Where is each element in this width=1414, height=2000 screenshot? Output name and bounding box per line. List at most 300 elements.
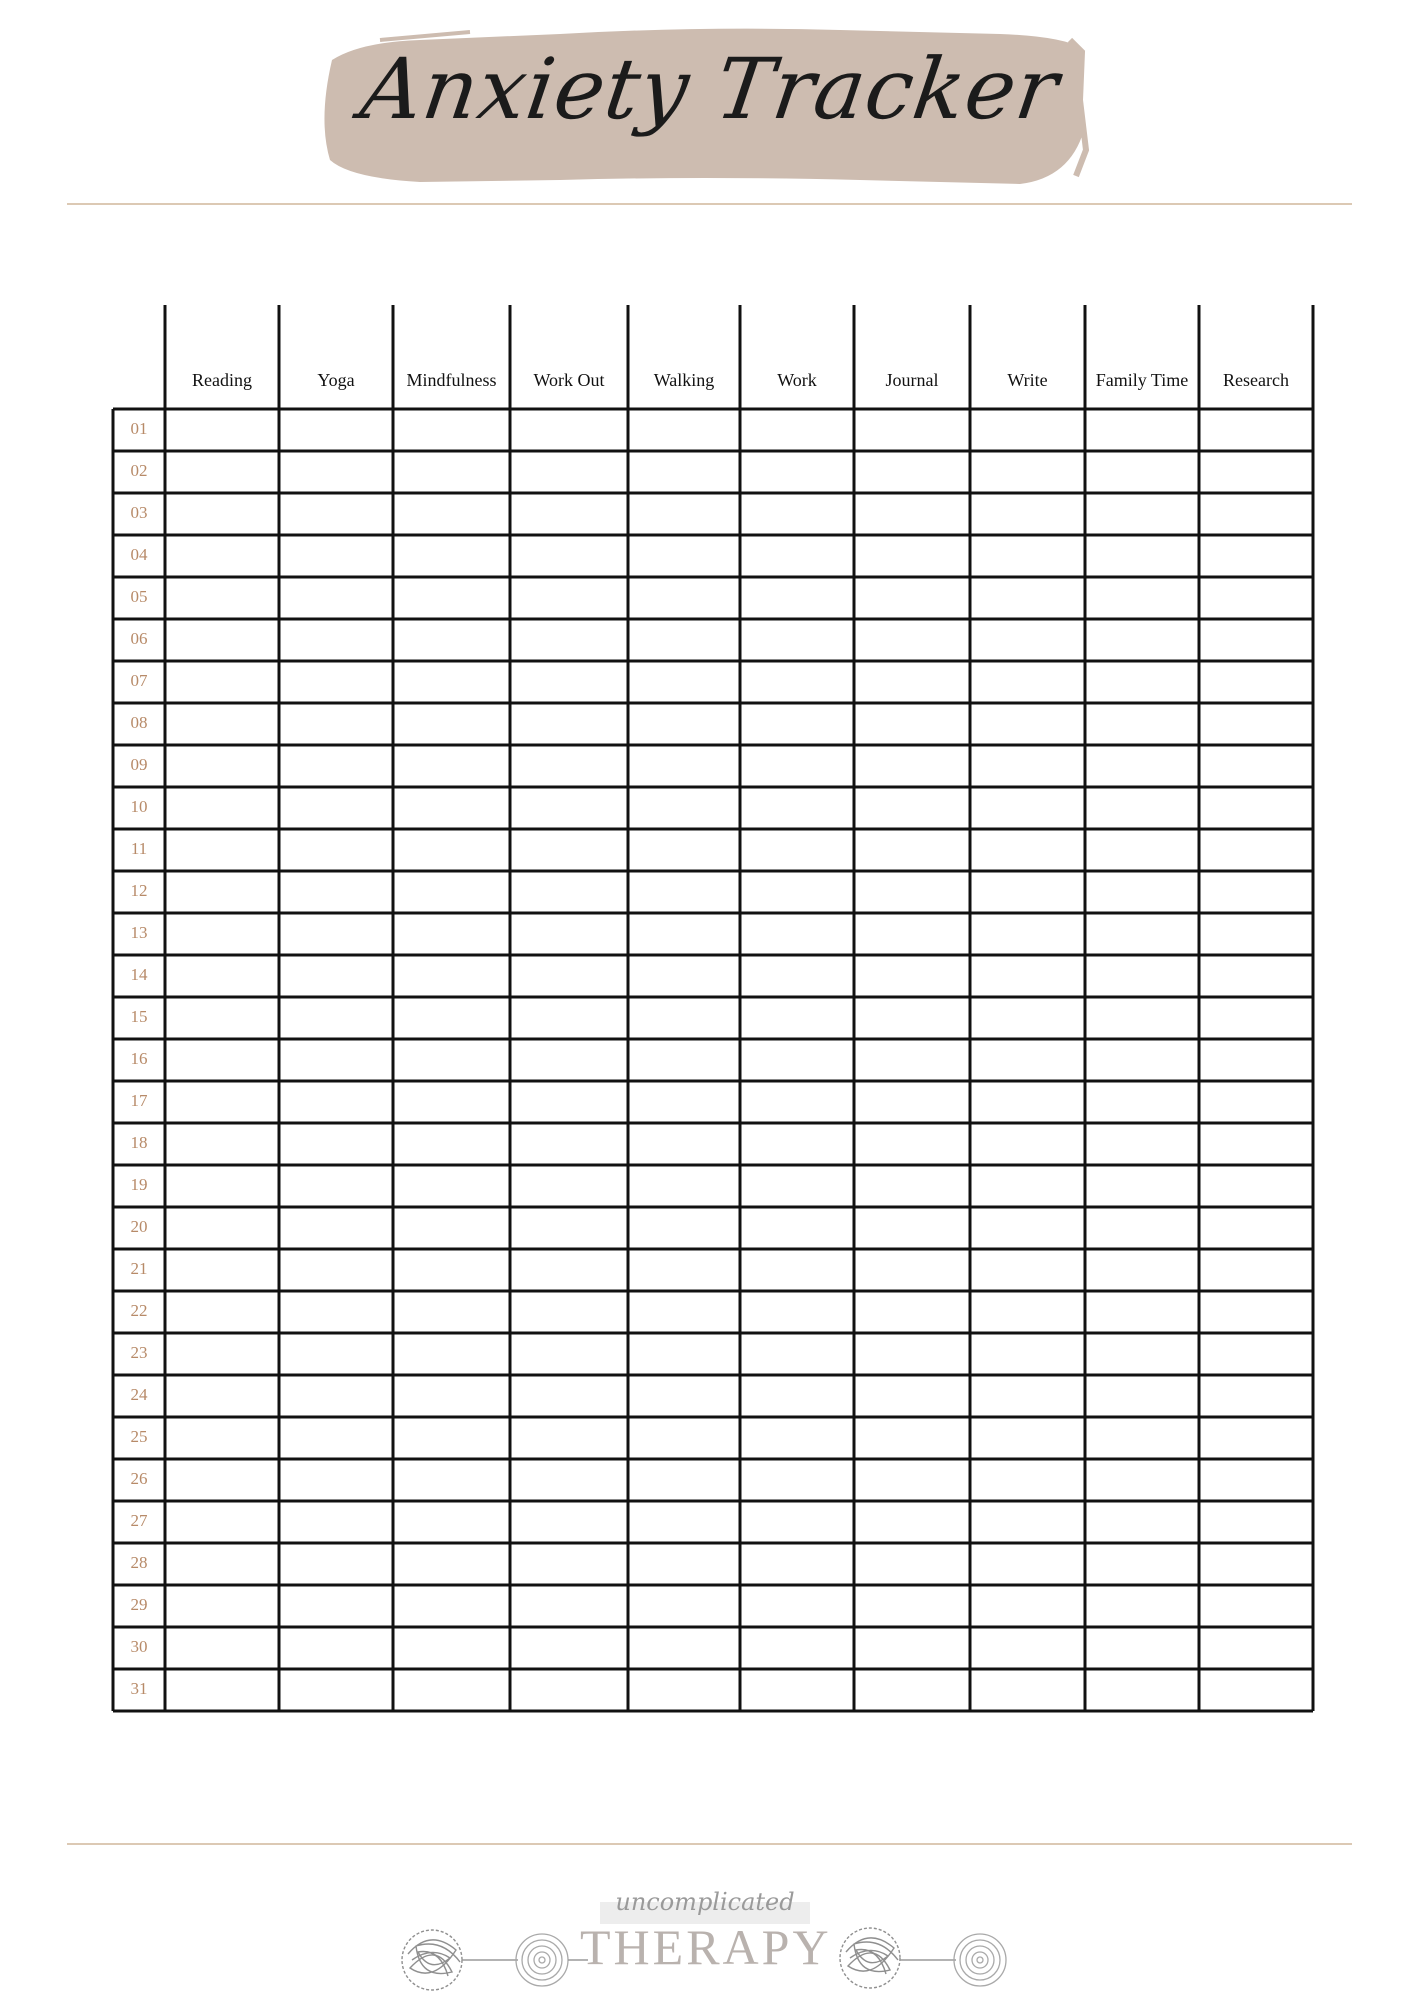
tracker-cell[interactable] bbox=[972, 1503, 1083, 1541]
tracker-cell[interactable] bbox=[1087, 1209, 1197, 1247]
tracker-cell[interactable] bbox=[281, 621, 391, 659]
tracker-cell[interactable] bbox=[167, 747, 277, 785]
tracker-cell[interactable] bbox=[856, 1251, 968, 1289]
tracker-cell[interactable] bbox=[512, 579, 626, 617]
tracker-cell[interactable] bbox=[630, 747, 738, 785]
tracker-cell[interactable] bbox=[281, 1251, 391, 1289]
tracker-cell[interactable] bbox=[630, 1125, 738, 1163]
tracker-cell[interactable] bbox=[395, 1503, 508, 1541]
tracker-cell[interactable] bbox=[972, 999, 1083, 1037]
tracker-cell[interactable] bbox=[1087, 537, 1197, 575]
tracker-cell[interactable] bbox=[630, 957, 738, 995]
tracker-cell[interactable] bbox=[1087, 705, 1197, 743]
tracker-cell[interactable] bbox=[742, 1251, 852, 1289]
tracker-cell[interactable] bbox=[167, 1125, 277, 1163]
tracker-cell[interactable] bbox=[630, 1041, 738, 1079]
tracker-cell[interactable] bbox=[630, 1251, 738, 1289]
tracker-cell[interactable] bbox=[742, 999, 852, 1037]
tracker-cell[interactable] bbox=[281, 1629, 391, 1667]
tracker-cell[interactable] bbox=[972, 453, 1083, 491]
tracker-cell[interactable] bbox=[630, 1461, 738, 1499]
tracker-cell[interactable] bbox=[630, 1083, 738, 1121]
tracker-cell[interactable] bbox=[281, 1503, 391, 1541]
tracker-cell[interactable] bbox=[512, 453, 626, 491]
tracker-cell[interactable] bbox=[1201, 663, 1311, 701]
tracker-cell[interactable] bbox=[856, 663, 968, 701]
tracker-cell[interactable] bbox=[167, 1041, 277, 1079]
tracker-cell[interactable] bbox=[395, 1041, 508, 1079]
tracker-cell[interactable] bbox=[167, 1545, 277, 1583]
tracker-cell[interactable] bbox=[742, 579, 852, 617]
tracker-cell[interactable] bbox=[512, 1419, 626, 1457]
tracker-cell[interactable] bbox=[856, 705, 968, 743]
tracker-cell[interactable] bbox=[856, 831, 968, 869]
tracker-cell[interactable] bbox=[1087, 1629, 1197, 1667]
tracker-cell[interactable] bbox=[1201, 1461, 1311, 1499]
tracker-cell[interactable] bbox=[167, 957, 277, 995]
tracker-cell[interactable] bbox=[281, 957, 391, 995]
tracker-cell[interactable] bbox=[630, 999, 738, 1037]
tracker-cell[interactable] bbox=[856, 1461, 968, 1499]
tracker-cell[interactable] bbox=[742, 495, 852, 533]
tracker-cell[interactable] bbox=[742, 873, 852, 911]
tracker-cell[interactable] bbox=[395, 1419, 508, 1457]
tracker-cell[interactable] bbox=[856, 915, 968, 953]
tracker-cell[interactable] bbox=[395, 1461, 508, 1499]
tracker-cell[interactable] bbox=[1087, 1671, 1197, 1709]
tracker-cell[interactable] bbox=[972, 537, 1083, 575]
tracker-cell[interactable] bbox=[512, 537, 626, 575]
tracker-cell[interactable] bbox=[512, 999, 626, 1037]
tracker-cell[interactable] bbox=[1201, 1503, 1311, 1541]
tracker-cell[interactable] bbox=[395, 1251, 508, 1289]
tracker-cell[interactable] bbox=[1201, 495, 1311, 533]
tracker-cell[interactable] bbox=[1087, 1419, 1197, 1457]
tracker-cell[interactable] bbox=[1087, 1503, 1197, 1541]
tracker-cell[interactable] bbox=[395, 453, 508, 491]
tracker-cell[interactable] bbox=[395, 873, 508, 911]
tracker-cell[interactable] bbox=[742, 747, 852, 785]
tracker-cell[interactable] bbox=[1201, 1377, 1311, 1415]
tracker-cell[interactable] bbox=[972, 1377, 1083, 1415]
tracker-cell[interactable] bbox=[972, 957, 1083, 995]
tracker-cell[interactable] bbox=[1201, 1041, 1311, 1079]
tracker-cell[interactable] bbox=[512, 411, 626, 449]
tracker-cell[interactable] bbox=[630, 1377, 738, 1415]
tracker-cell[interactable] bbox=[856, 1671, 968, 1709]
tracker-cell[interactable] bbox=[1087, 915, 1197, 953]
tracker-cell[interactable] bbox=[167, 1209, 277, 1247]
tracker-cell[interactable] bbox=[512, 1209, 626, 1247]
tracker-cell[interactable] bbox=[167, 705, 277, 743]
tracker-cell[interactable] bbox=[1087, 1083, 1197, 1121]
tracker-cell[interactable] bbox=[512, 1629, 626, 1667]
tracker-cell[interactable] bbox=[1201, 1419, 1311, 1457]
tracker-cell[interactable] bbox=[972, 789, 1083, 827]
tracker-cell[interactable] bbox=[512, 1377, 626, 1415]
tracker-cell[interactable] bbox=[856, 537, 968, 575]
tracker-cell[interactable] bbox=[395, 1209, 508, 1247]
tracker-cell[interactable] bbox=[742, 1209, 852, 1247]
tracker-cell[interactable] bbox=[512, 747, 626, 785]
tracker-cell[interactable] bbox=[972, 1335, 1083, 1373]
tracker-cell[interactable] bbox=[1201, 1209, 1311, 1247]
tracker-cell[interactable] bbox=[167, 999, 277, 1037]
tracker-cell[interactable] bbox=[512, 1251, 626, 1289]
tracker-cell[interactable] bbox=[856, 1167, 968, 1205]
tracker-cell[interactable] bbox=[512, 1293, 626, 1331]
tracker-cell[interactable] bbox=[630, 705, 738, 743]
tracker-cell[interactable] bbox=[1087, 621, 1197, 659]
tracker-cell[interactable] bbox=[1201, 873, 1311, 911]
tracker-cell[interactable] bbox=[167, 411, 277, 449]
tracker-cell[interactable] bbox=[1201, 537, 1311, 575]
tracker-cell[interactable] bbox=[395, 1125, 508, 1163]
tracker-cell[interactable] bbox=[972, 1167, 1083, 1205]
tracker-cell[interactable] bbox=[395, 1335, 508, 1373]
tracker-cell[interactable] bbox=[856, 1083, 968, 1121]
tracker-cell[interactable] bbox=[1201, 1587, 1311, 1625]
tracker-cell[interactable] bbox=[281, 1041, 391, 1079]
tracker-cell[interactable] bbox=[281, 579, 391, 617]
tracker-cell[interactable] bbox=[167, 621, 277, 659]
tracker-cell[interactable] bbox=[972, 705, 1083, 743]
tracker-cell[interactable] bbox=[742, 411, 852, 449]
tracker-cell[interactable] bbox=[281, 1083, 391, 1121]
tracker-cell[interactable] bbox=[395, 789, 508, 827]
tracker-cell[interactable] bbox=[742, 1125, 852, 1163]
tracker-cell[interactable] bbox=[856, 1293, 968, 1331]
tracker-cell[interactable] bbox=[512, 705, 626, 743]
tracker-cell[interactable] bbox=[512, 957, 626, 995]
tracker-cell[interactable] bbox=[972, 747, 1083, 785]
tracker-cell[interactable] bbox=[972, 1419, 1083, 1457]
tracker-cell[interactable] bbox=[1087, 1041, 1197, 1079]
tracker-cell[interactable] bbox=[1087, 1461, 1197, 1499]
tracker-cell[interactable] bbox=[630, 1209, 738, 1247]
tracker-cell[interactable] bbox=[972, 1041, 1083, 1079]
tracker-cell[interactable] bbox=[395, 999, 508, 1037]
tracker-cell[interactable] bbox=[1087, 999, 1197, 1037]
tracker-cell[interactable] bbox=[281, 747, 391, 785]
tracker-cell[interactable] bbox=[1201, 1545, 1311, 1583]
tracker-cell[interactable] bbox=[856, 873, 968, 911]
tracker-cell[interactable] bbox=[395, 663, 508, 701]
tracker-cell[interactable] bbox=[972, 1629, 1083, 1667]
tracker-cell[interactable] bbox=[1087, 663, 1197, 701]
tracker-cell[interactable] bbox=[281, 873, 391, 911]
tracker-cell[interactable] bbox=[856, 411, 968, 449]
tracker-cell[interactable] bbox=[856, 999, 968, 1037]
tracker-cell[interactable] bbox=[395, 1377, 508, 1415]
tracker-cell[interactable] bbox=[167, 1629, 277, 1667]
tracker-cell[interactable] bbox=[395, 915, 508, 953]
tracker-cell[interactable] bbox=[1201, 957, 1311, 995]
tracker-cell[interactable] bbox=[395, 621, 508, 659]
tracker-cell[interactable] bbox=[742, 663, 852, 701]
tracker-cell[interactable] bbox=[512, 789, 626, 827]
tracker-cell[interactable] bbox=[395, 1671, 508, 1709]
tracker-cell[interactable] bbox=[856, 1503, 968, 1541]
tracker-cell[interactable] bbox=[1201, 1251, 1311, 1289]
tracker-cell[interactable] bbox=[512, 1587, 626, 1625]
tracker-cell[interactable] bbox=[395, 705, 508, 743]
tracker-cell[interactable] bbox=[972, 621, 1083, 659]
tracker-cell[interactable] bbox=[281, 1335, 391, 1373]
tracker-cell[interactable] bbox=[972, 411, 1083, 449]
tracker-cell[interactable] bbox=[167, 453, 277, 491]
tracker-cell[interactable] bbox=[630, 915, 738, 953]
tracker-cell[interactable] bbox=[742, 1671, 852, 1709]
tracker-cell[interactable] bbox=[972, 1671, 1083, 1709]
tracker-cell[interactable] bbox=[1201, 621, 1311, 659]
tracker-cell[interactable] bbox=[742, 789, 852, 827]
tracker-cell[interactable] bbox=[742, 621, 852, 659]
tracker-cell[interactable] bbox=[281, 1587, 391, 1625]
tracker-cell[interactable] bbox=[742, 1293, 852, 1331]
tracker-cell[interactable] bbox=[972, 1293, 1083, 1331]
tracker-cell[interactable] bbox=[281, 1545, 391, 1583]
tracker-cell[interactable] bbox=[167, 873, 277, 911]
tracker-cell[interactable] bbox=[742, 957, 852, 995]
tracker-cell[interactable] bbox=[742, 705, 852, 743]
tracker-cell[interactable] bbox=[1087, 495, 1197, 533]
tracker-cell[interactable] bbox=[742, 1461, 852, 1499]
tracker-cell[interactable] bbox=[395, 1629, 508, 1667]
tracker-cell[interactable] bbox=[281, 789, 391, 827]
tracker-cell[interactable] bbox=[167, 915, 277, 953]
tracker-cell[interactable] bbox=[1201, 453, 1311, 491]
tracker-cell[interactable] bbox=[167, 1377, 277, 1415]
tracker-cell[interactable] bbox=[1087, 873, 1197, 911]
tracker-cell[interactable] bbox=[742, 1419, 852, 1457]
tracker-cell[interactable] bbox=[856, 621, 968, 659]
tracker-cell[interactable] bbox=[1087, 1251, 1197, 1289]
tracker-cell[interactable] bbox=[856, 1545, 968, 1583]
tracker-cell[interactable] bbox=[167, 831, 277, 869]
tracker-cell[interactable] bbox=[1087, 1377, 1197, 1415]
tracker-cell[interactable] bbox=[1201, 831, 1311, 869]
tracker-cell[interactable] bbox=[167, 1251, 277, 1289]
tracker-cell[interactable] bbox=[630, 873, 738, 911]
tracker-cell[interactable] bbox=[1201, 705, 1311, 743]
tracker-cell[interactable] bbox=[630, 1335, 738, 1373]
tracker-cell[interactable] bbox=[281, 1419, 391, 1457]
tracker-cell[interactable] bbox=[281, 1167, 391, 1205]
tracker-cell[interactable] bbox=[167, 1083, 277, 1121]
tracker-cell[interactable] bbox=[395, 495, 508, 533]
tracker-cell[interactable] bbox=[630, 1167, 738, 1205]
tracker-cell[interactable] bbox=[630, 495, 738, 533]
tracker-cell[interactable] bbox=[1201, 1335, 1311, 1373]
tracker-cell[interactable] bbox=[167, 1293, 277, 1331]
tracker-cell[interactable] bbox=[856, 1377, 968, 1415]
tracker-cell[interactable] bbox=[395, 957, 508, 995]
tracker-cell[interactable] bbox=[630, 579, 738, 617]
tracker-cell[interactable] bbox=[1201, 1629, 1311, 1667]
tracker-cell[interactable] bbox=[395, 747, 508, 785]
tracker-cell[interactable] bbox=[512, 1671, 626, 1709]
tracker-cell[interactable] bbox=[856, 1125, 968, 1163]
tracker-cell[interactable] bbox=[167, 537, 277, 575]
tracker-cell[interactable] bbox=[742, 1503, 852, 1541]
tracker-cell[interactable] bbox=[1087, 453, 1197, 491]
tracker-cell[interactable] bbox=[395, 1293, 508, 1331]
tracker-cell[interactable] bbox=[630, 1503, 738, 1541]
tracker-cell[interactable] bbox=[1201, 411, 1311, 449]
tracker-cell[interactable] bbox=[167, 579, 277, 617]
tracker-cell[interactable] bbox=[856, 747, 968, 785]
tracker-cell[interactable] bbox=[395, 537, 508, 575]
tracker-cell[interactable] bbox=[512, 621, 626, 659]
tracker-cell[interactable] bbox=[512, 1083, 626, 1121]
tracker-cell[interactable] bbox=[630, 1545, 738, 1583]
tracker-cell[interactable] bbox=[395, 1545, 508, 1583]
tracker-cell[interactable] bbox=[856, 495, 968, 533]
tracker-cell[interactable] bbox=[1201, 1125, 1311, 1163]
tracker-cell[interactable] bbox=[856, 1629, 968, 1667]
tracker-cell[interactable] bbox=[281, 411, 391, 449]
tracker-cell[interactable] bbox=[972, 495, 1083, 533]
tracker-cell[interactable] bbox=[1201, 1167, 1311, 1205]
tracker-cell[interactable] bbox=[972, 1461, 1083, 1499]
tracker-cell[interactable] bbox=[1087, 1335, 1197, 1373]
tracker-cell[interactable] bbox=[742, 1083, 852, 1121]
tracker-cell[interactable] bbox=[742, 1167, 852, 1205]
tracker-cell[interactable] bbox=[972, 579, 1083, 617]
tracker-cell[interactable] bbox=[167, 663, 277, 701]
tracker-cell[interactable] bbox=[972, 1251, 1083, 1289]
tracker-cell[interactable] bbox=[1087, 957, 1197, 995]
tracker-cell[interactable] bbox=[167, 1419, 277, 1457]
tracker-cell[interactable] bbox=[856, 453, 968, 491]
tracker-cell[interactable] bbox=[1087, 789, 1197, 827]
tracker-cell[interactable] bbox=[281, 1377, 391, 1415]
tracker-cell[interactable] bbox=[167, 1335, 277, 1373]
tracker-cell[interactable] bbox=[630, 621, 738, 659]
tracker-cell[interactable] bbox=[856, 1419, 968, 1457]
tracker-cell[interactable] bbox=[512, 1167, 626, 1205]
tracker-cell[interactable] bbox=[1087, 411, 1197, 449]
tracker-cell[interactable] bbox=[856, 1587, 968, 1625]
tracker-cell[interactable] bbox=[1201, 747, 1311, 785]
tracker-cell[interactable] bbox=[1201, 915, 1311, 953]
tracker-cell[interactable] bbox=[630, 453, 738, 491]
tracker-cell[interactable] bbox=[167, 1461, 277, 1499]
tracker-cell[interactable] bbox=[1201, 1083, 1311, 1121]
tracker-cell[interactable] bbox=[856, 1335, 968, 1373]
tracker-cell[interactable] bbox=[742, 1629, 852, 1667]
tracker-cell[interactable] bbox=[742, 453, 852, 491]
tracker-cell[interactable] bbox=[972, 1587, 1083, 1625]
tracker-cell[interactable] bbox=[281, 1671, 391, 1709]
tracker-cell[interactable] bbox=[972, 1209, 1083, 1247]
tracker-cell[interactable] bbox=[856, 579, 968, 617]
tracker-cell[interactable] bbox=[512, 1461, 626, 1499]
tracker-cell[interactable] bbox=[856, 1209, 968, 1247]
tracker-cell[interactable] bbox=[1087, 1125, 1197, 1163]
tracker-cell[interactable] bbox=[630, 1293, 738, 1331]
tracker-cell[interactable] bbox=[512, 1545, 626, 1583]
tracker-cell[interactable] bbox=[1087, 1545, 1197, 1583]
tracker-cell[interactable] bbox=[281, 1461, 391, 1499]
tracker-cell[interactable] bbox=[512, 873, 626, 911]
tracker-cell[interactable] bbox=[512, 495, 626, 533]
tracker-cell[interactable] bbox=[281, 705, 391, 743]
tracker-cell[interactable] bbox=[281, 1293, 391, 1331]
tracker-cell[interactable] bbox=[281, 1209, 391, 1247]
tracker-cell[interactable] bbox=[972, 915, 1083, 953]
tracker-cell[interactable] bbox=[972, 1545, 1083, 1583]
tracker-cell[interactable] bbox=[1087, 831, 1197, 869]
tracker-cell[interactable] bbox=[630, 789, 738, 827]
tracker-cell[interactable] bbox=[395, 1083, 508, 1121]
tracker-cell[interactable] bbox=[512, 663, 626, 701]
tracker-cell[interactable] bbox=[742, 537, 852, 575]
tracker-cell[interactable] bbox=[972, 1083, 1083, 1121]
tracker-cell[interactable] bbox=[395, 579, 508, 617]
tracker-cell[interactable] bbox=[972, 663, 1083, 701]
tracker-cell[interactable] bbox=[1087, 1293, 1197, 1331]
tracker-cell[interactable] bbox=[1201, 999, 1311, 1037]
tracker-cell[interactable] bbox=[512, 1041, 626, 1079]
tracker-cell[interactable] bbox=[742, 1335, 852, 1373]
tracker-cell[interactable] bbox=[281, 663, 391, 701]
tracker-cell[interactable] bbox=[281, 1125, 391, 1163]
tracker-cell[interactable] bbox=[742, 1587, 852, 1625]
tracker-cell[interactable] bbox=[630, 537, 738, 575]
tracker-cell[interactable] bbox=[395, 411, 508, 449]
tracker-cell[interactable] bbox=[395, 831, 508, 869]
tracker-cell[interactable] bbox=[167, 789, 277, 827]
tracker-cell[interactable] bbox=[281, 537, 391, 575]
tracker-cell[interactable] bbox=[856, 1041, 968, 1079]
tracker-cell[interactable] bbox=[630, 831, 738, 869]
tracker-cell[interactable] bbox=[1087, 747, 1197, 785]
tracker-cell[interactable] bbox=[742, 1041, 852, 1079]
tracker-cell[interactable] bbox=[281, 999, 391, 1037]
tracker-cell[interactable] bbox=[167, 1587, 277, 1625]
tracker-cell[interactable] bbox=[1201, 1671, 1311, 1709]
tracker-cell[interactable] bbox=[167, 495, 277, 533]
tracker-cell[interactable] bbox=[856, 957, 968, 995]
tracker-cell[interactable] bbox=[512, 1503, 626, 1541]
tracker-cell[interactable] bbox=[395, 1167, 508, 1205]
tracker-cell[interactable] bbox=[167, 1167, 277, 1205]
tracker-cell[interactable] bbox=[1087, 1167, 1197, 1205]
tracker-cell[interactable] bbox=[630, 1671, 738, 1709]
tracker-cell[interactable] bbox=[512, 1335, 626, 1373]
tracker-cell[interactable] bbox=[630, 1629, 738, 1667]
tracker-cell[interactable] bbox=[1201, 789, 1311, 827]
tracker-cell[interactable] bbox=[630, 411, 738, 449]
tracker-cell[interactable] bbox=[512, 831, 626, 869]
tracker-cell[interactable] bbox=[742, 831, 852, 869]
tracker-cell[interactable] bbox=[630, 1587, 738, 1625]
tracker-cell[interactable] bbox=[281, 495, 391, 533]
tracker-cell[interactable] bbox=[1201, 579, 1311, 617]
tracker-cell[interactable] bbox=[281, 453, 391, 491]
tracker-cell[interactable] bbox=[395, 1587, 508, 1625]
tracker-cell[interactable] bbox=[972, 1125, 1083, 1163]
tracker-cell[interactable] bbox=[167, 1503, 277, 1541]
tracker-cell[interactable] bbox=[742, 1377, 852, 1415]
tracker-cell[interactable] bbox=[630, 663, 738, 701]
tracker-cell[interactable] bbox=[512, 1125, 626, 1163]
tracker-cell[interactable] bbox=[1087, 1587, 1197, 1625]
tracker-cell[interactable] bbox=[281, 915, 391, 953]
tracker-cell[interactable] bbox=[1087, 579, 1197, 617]
